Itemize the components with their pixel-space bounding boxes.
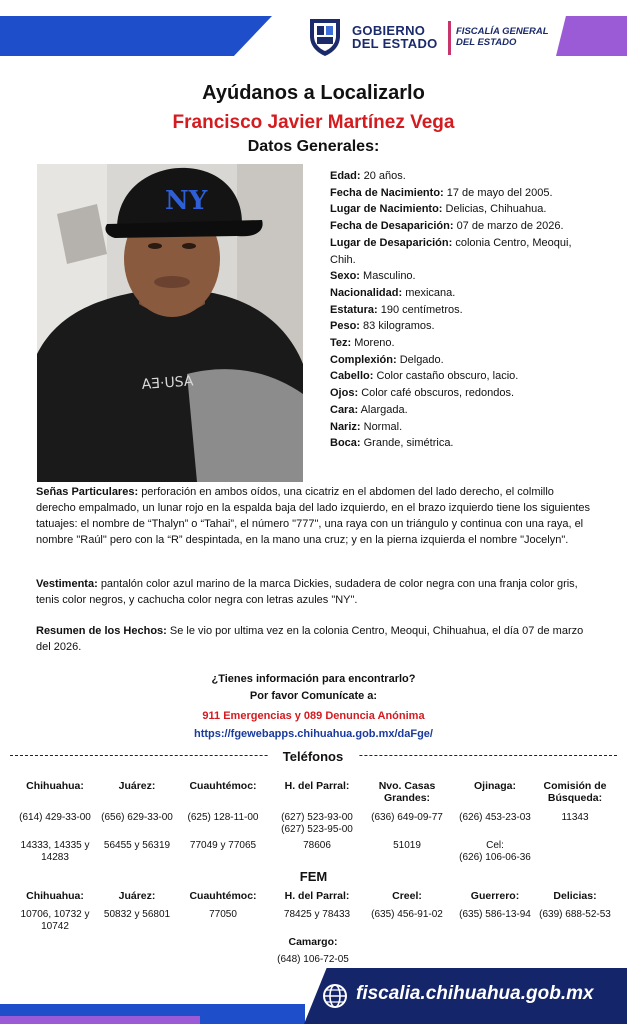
tel-header: H. del Parral: xyxy=(284,780,350,792)
svg-text:AƎ·USA: AƎ·USA xyxy=(141,373,194,393)
fem-value: (635) 586-13-94 xyxy=(459,909,531,920)
detail-tez: Tez: Moreno. xyxy=(330,337,395,350)
detail-fecha-desaparicion: Fecha de Desaparición: 07 de marzo de 2026. xyxy=(330,220,564,233)
fem-value: (639) 688-52-53 xyxy=(539,909,611,920)
fem-header: H. del Parral: xyxy=(284,890,350,902)
globe-icon xyxy=(322,983,348,1009)
tel-phone: (627) 523-93-00 (627) 523-95-00 xyxy=(281,812,353,835)
general-data-list xyxy=(330,168,600,452)
report-link[interactable]: https://fgewebapps.chihuahua.gob.mx/daFge/ xyxy=(194,728,433,740)
tel-header: Ojinaga: xyxy=(473,780,516,792)
detail-estatura: Estatura: 190 centímetros. xyxy=(330,303,463,316)
camargo-label: Camargo: xyxy=(288,936,338,948)
detail-boca: Boca: Grande, simétrica. xyxy=(330,437,454,450)
detail-lugar-desaparicion: Lugar de Desaparición: colonia Centro, Meoqui, Chih. xyxy=(330,236,572,266)
info-call: Por favor Comunícate a: xyxy=(249,690,378,702)
tel-ext: 78606 xyxy=(303,840,331,851)
senas-particulares: Señas Particulares: perforación en ambos oídos, una cicatriz en el abdomen del lado derecho, el colmillo derecho empalmado, un lunar rojo en la espalda baja del lado izquierdo, en el brazo izquierdo tiene los siguientes tatuajes: el nombre de “Thalyn” o “Tahai”, el número "777", una raya con un triángulo y continua con una raya, el nombre "Raúl" pero con la “R” despintada, en la mano una cruz; y en la pierna izquierda el nombre "Jocelyn". xyxy=(36,486,591,546)
fem-title: FEM xyxy=(299,869,328,884)
header-blue-stripe xyxy=(0,16,272,56)
tel-phone: 11343 xyxy=(561,812,589,823)
vestimenta: Vestimenta: pantalón color azul marino de la marca Dickies, sudadera de color negra con una franja color gris, tenis color negros, y cachucha color negra con letras azules "NY". xyxy=(36,578,578,606)
fem-header: Creel: xyxy=(392,890,422,902)
tel-header: Chihuahua: xyxy=(26,780,84,792)
emergency-numbers: 911 Emergencias y 089 Denuncia Anónima xyxy=(202,710,425,722)
tel-ext: 14333, 14335 y 14283 xyxy=(20,840,90,863)
tel-header: Cuauhtémoc: xyxy=(189,780,257,792)
telefonos-title: Teléfonos xyxy=(268,749,358,764)
detail-ojos: Ojos: Color café obscuros, redondos. xyxy=(330,387,515,400)
tel-header: Comisión de Búsqueda: xyxy=(543,780,607,804)
detail-peso: Peso: 83 kilogramos. xyxy=(330,320,435,333)
detail-cara: Cara: Alargada. xyxy=(330,403,408,416)
footer-website[interactable]: fiscalia.chihuahua.gob.mx xyxy=(356,983,594,1004)
detail-sexo: Sexo: Masculino. xyxy=(330,270,416,283)
tel-phone: (656) 629-33-00 xyxy=(101,812,173,823)
tel-ext: 56455 y 56319 xyxy=(103,840,171,851)
person-name: Francisco Javier Martínez Vega xyxy=(172,112,455,133)
logo-separator xyxy=(448,21,451,55)
camargo-phone: (648) 106-72-05 xyxy=(277,954,349,965)
detail-fecha-nacimiento: Fecha de Nacimiento: 17 de mayo del 2005. xyxy=(330,186,553,199)
detail-complexion: Complexión: Delgado. xyxy=(330,353,444,366)
tel-header: Juárez: xyxy=(118,780,156,792)
tel-ext: 51019 xyxy=(393,840,421,851)
fem-value: 78425 y 78433 xyxy=(283,909,351,920)
footer-purple-band xyxy=(0,1016,200,1024)
tel-ext: 77049 y 77065 xyxy=(189,840,257,851)
tel-ext: Cel: (626) 106-06-36 xyxy=(459,840,531,863)
state-shield-icon xyxy=(306,16,344,58)
fem-value: (635) 456-91-02 xyxy=(371,909,443,920)
fem-header: Delicias: xyxy=(553,890,597,902)
detail-edad: Edad: 20 años. xyxy=(330,170,406,182)
tel-header: Nvo. Casas Grandes: xyxy=(378,780,436,804)
fem-value: 77050 xyxy=(209,909,237,920)
general-data-heading: Datos Generales: xyxy=(247,138,380,155)
svg-text:NY: NY xyxy=(165,186,208,216)
tel-phone: (626) 453-23-03 xyxy=(459,812,531,823)
person-photo xyxy=(37,164,303,482)
tel-phone: (636) 649-09-77 xyxy=(371,812,443,823)
tel-phone: (614) 429-33-00 xyxy=(19,812,91,823)
detail-cabello: Cabello: Color castaño obscuro, lacio. xyxy=(330,370,519,383)
fem-header: Guerrero: xyxy=(470,890,520,902)
fem-header: Cuauhtémoc: xyxy=(189,890,257,902)
fem-header: Juárez: xyxy=(118,890,156,902)
fiscalia-logo-text: FISCALÍA GENERAL DEL ESTADO xyxy=(456,26,549,48)
detail-lugar-nacimiento: Lugar de Nacimiento: Delicias, Chihuahua. xyxy=(330,203,547,216)
fem-value: 50832 y 56801 xyxy=(103,909,171,920)
poster-title: Ayúdanos a Localizarlo xyxy=(202,82,425,104)
tel-phone: (625) 128-11-00 xyxy=(187,812,259,823)
info-question: ¿Tienes información para encontrarlo? xyxy=(211,673,416,685)
resumen-hechos: Resumen de los Hechos: Se le vio por ultima vez en la colonia Centro, Meoqui, Chihuahua, el día 07 de marzo del 2026. xyxy=(36,625,584,653)
gobierno-logo-text: GOBIERNO DEL ESTADO xyxy=(352,23,438,51)
detail-nacionalidad: Nacionalidad: mexicana. xyxy=(330,286,456,299)
header-purple-stripe xyxy=(556,16,627,56)
fem-header: Chihuahua: xyxy=(26,890,84,902)
detail-nariz: Nariz: Normal. xyxy=(330,420,403,433)
fem-value: 10706, 10732 y 10742 xyxy=(20,909,90,932)
